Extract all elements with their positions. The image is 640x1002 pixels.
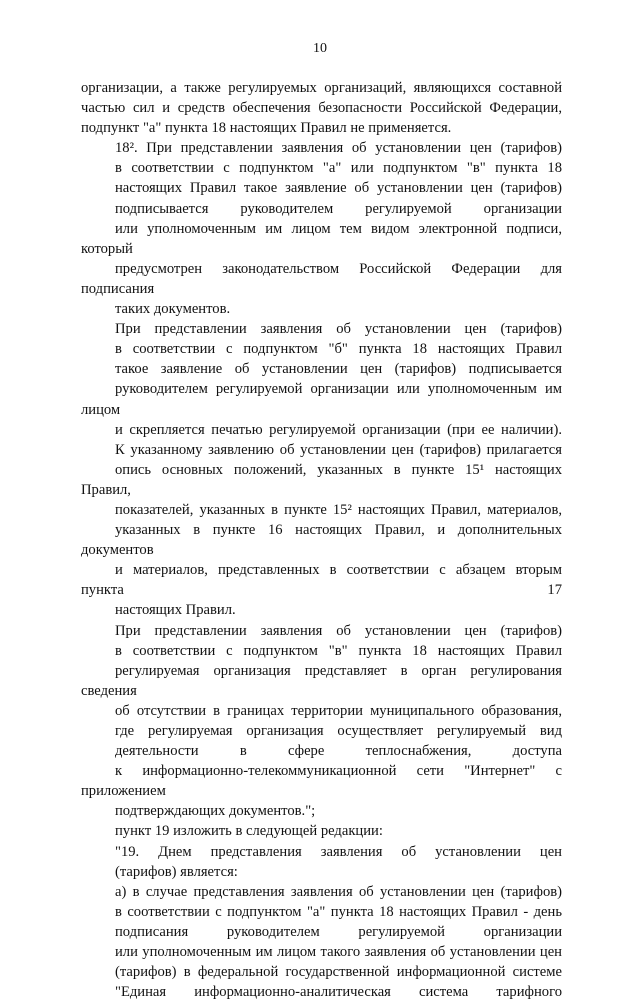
- text-line: подтверждающих документов.";: [115, 803, 316, 820]
- text-line: в соответствии с подпунктом "а" пункта 18 настоящих Правил - день: [115, 903, 562, 920]
- paragraph: [81, 78, 562, 138]
- text-line: частью сил и средств обеспечения безопасности Российской Федерации,: [81, 100, 562, 117]
- text-line: а) в случае представления заявления об установлении цен (тарифов): [115, 883, 562, 900]
- paragraph: [81, 319, 562, 620]
- text-line: регулируемая организация представляет в орган регулирования сведения: [81, 662, 562, 699]
- text-line: в соответствии с подпунктом "б" пункта 18 настоящих Правил: [115, 341, 562, 358]
- text-line: 18². При представлении заявления об установлении цен (тарифов): [115, 140, 562, 157]
- text-line: или уполномоченным им лицом такого заявления об установлении цен: [115, 944, 562, 961]
- text-line: показателей, указанных в пункте 15² настоящих Правил, материалов,: [115, 501, 562, 518]
- paragraph: [81, 882, 562, 1002]
- page-number: 10: [313, 41, 327, 56]
- text-line: указанных в пункте 16 настоящих Правил, и дополнительных документов: [81, 522, 562, 559]
- text-line: К указанному заявлению об установлении цен (тарифов) прилагается: [115, 441, 562, 458]
- text-line: пункт 19 изложить в следующей редакции:: [115, 823, 383, 840]
- paragraph: [81, 842, 562, 882]
- text-line: или уполномоченным им лицом тем видом электронной подписи, который: [81, 220, 562, 257]
- text-line: где регулируемая организация осуществляет регулируемый вид: [115, 723, 562, 739]
- text-line: в соответствии с подпунктом "а" или подпунктом "в" пункта 18: [115, 160, 562, 177]
- text-line: "Единая информационно-аналитическая система тарифного: [115, 984, 562, 1001]
- text-line: предусмотрен законодательством Российской Федерации для подписания: [81, 260, 562, 297]
- text-line: об отсутствии в границах территории муниципального образования,: [115, 702, 562, 719]
- text-line: таких документов.: [115, 301, 231, 318]
- text-line: руководителем регулируемой организации или уполномоченным им лицом: [81, 381, 562, 418]
- text-line: и скрепляется печатью регулируемой организации (при ее наличии).: [115, 421, 562, 438]
- text-line: подписывается руководителем регулируемой организации: [115, 200, 562, 217]
- text-line: организации, а также регулируемых организаций, являющихся составной: [81, 80, 562, 96]
- paragraph: [81, 621, 562, 822]
- text-line: опись основных положений, указанных в пункте 15¹ настоящих Правил,: [81, 461, 562, 498]
- text-line: к информационно-телекоммуникационной сети "Интернет" с приложением: [81, 763, 562, 800]
- text-line: (тарифов) в федеральной государственной информационной системе: [115, 964, 562, 981]
- text-line: настоящих Правил.: [115, 602, 236, 619]
- text-line: (тарифов) является:: [115, 863, 238, 880]
- text-line: в соответствии с подпунктом "в" пункта 18 настоящих Правил: [115, 642, 562, 659]
- text-line: деятельности в сфере теплоснабжения, доступа: [115, 743, 562, 760]
- paragraph: [81, 821, 562, 841]
- text-line: При представлении заявления об установлении цен (тарифов): [115, 622, 562, 639]
- text-line: такое заявление об установлении цен (тарифов) подписывается: [115, 361, 562, 378]
- text-line: и материалов, представленных в соответствии с абзацем вторым пункта 17: [81, 562, 562, 599]
- text-line: подпункт "а" пункта 18 настоящих Правил не применяется.: [81, 120, 452, 137]
- paragraph: [81, 138, 562, 319]
- text-line: подписания руководителем регулируемой организации: [115, 923, 562, 940]
- text-line: При представлении заявления об установлении цен (тарифов): [115, 321, 562, 338]
- text-line: настоящих Правил такое заявление об установлении цен (тарифов): [115, 180, 562, 197]
- document-body: [81, 78, 562, 1002]
- text-line: "19. Днем представления заявления об установлении цен: [115, 843, 562, 860]
